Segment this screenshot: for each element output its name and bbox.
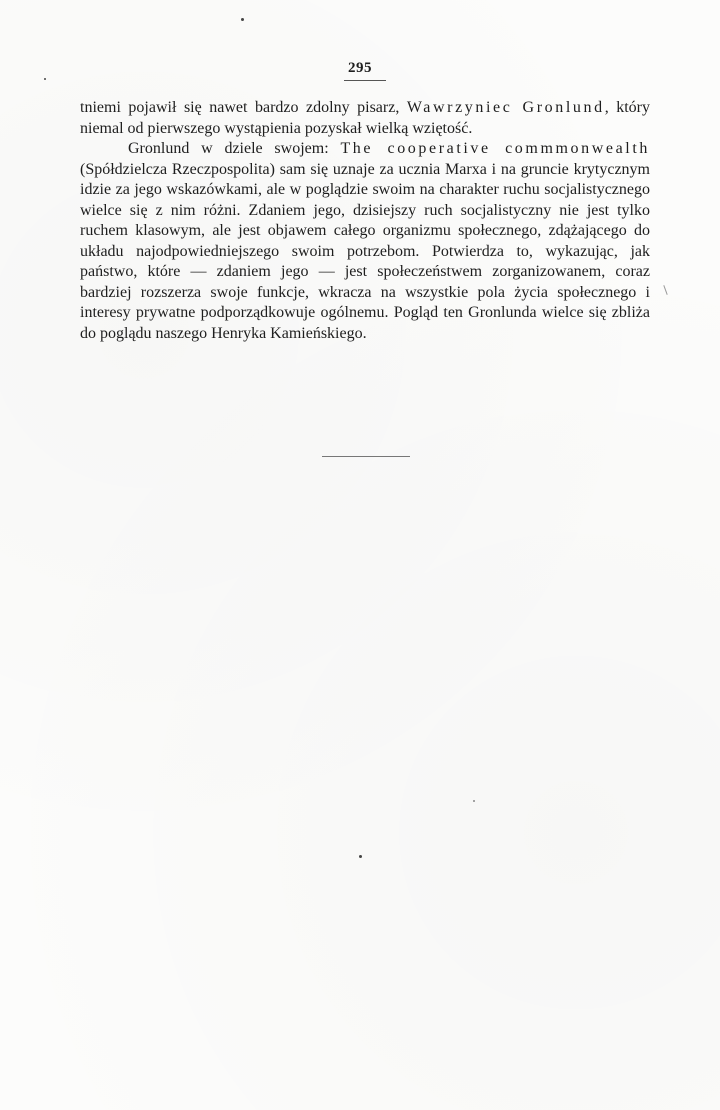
scan-speck bbox=[663, 285, 667, 295]
paragraph-1-text-b: , który niemal od pierwszego wystąpienia pozyskał wielką wziętość. bbox=[80, 99, 650, 137]
book-title-spaced: The cooperative commmonwealth bbox=[340, 140, 650, 157]
scan-speck bbox=[44, 78, 46, 80]
paragraph-2-text-b: (Spółdzielcza Rzeczpospolita) sam się uznaje za ucznia Marxa i na gruncie krytycznym idzie za jego wskazówkami, ale w poglądzie swoim na charakter ruchu socjalistycznego wielce się z nim różni. Zdaniem jego, dzisiejszy ruch socjalistyczny nie jest tylko ruchem klasowym, ale jest objawem całego organizmu społecznego, zdążającego do układu najodpowiedniejszego swoim potrzebom. Potwierdza to, wykazując, jak państwo, które — zdaniem jego — jest społeczeństwem zorganizowanem, coraz bardziej rozszerza swoje funkcje, wkracza na wszystkie pola życia społecznego i interesy prywatne podporządkowuje ogólnemu. Pogląd ten Gronlunda wielce się zbliża do poglądu naszego Henryka Kamieńskiego. bbox=[80, 160, 650, 342]
body-text bbox=[80, 98, 650, 344]
end-divider bbox=[322, 456, 410, 457]
page-number-underline bbox=[344, 80, 386, 81]
paragraph-2 bbox=[80, 139, 650, 344]
paragraph-2-text-a: Gronlund w dziele swojem: bbox=[128, 140, 341, 157]
author-name-spaced: Wawrzyniec Gronlund bbox=[406, 99, 605, 116]
scan-speck bbox=[359, 855, 362, 858]
paragraph-1 bbox=[80, 98, 650, 139]
paragraph-1-text-a: tniemi pojawił się nawet bardzo zdolny pisarz, bbox=[80, 99, 407, 116]
scan-speck bbox=[241, 18, 244, 21]
scan-speck bbox=[473, 800, 475, 802]
page-number: 295 bbox=[348, 60, 372, 76]
